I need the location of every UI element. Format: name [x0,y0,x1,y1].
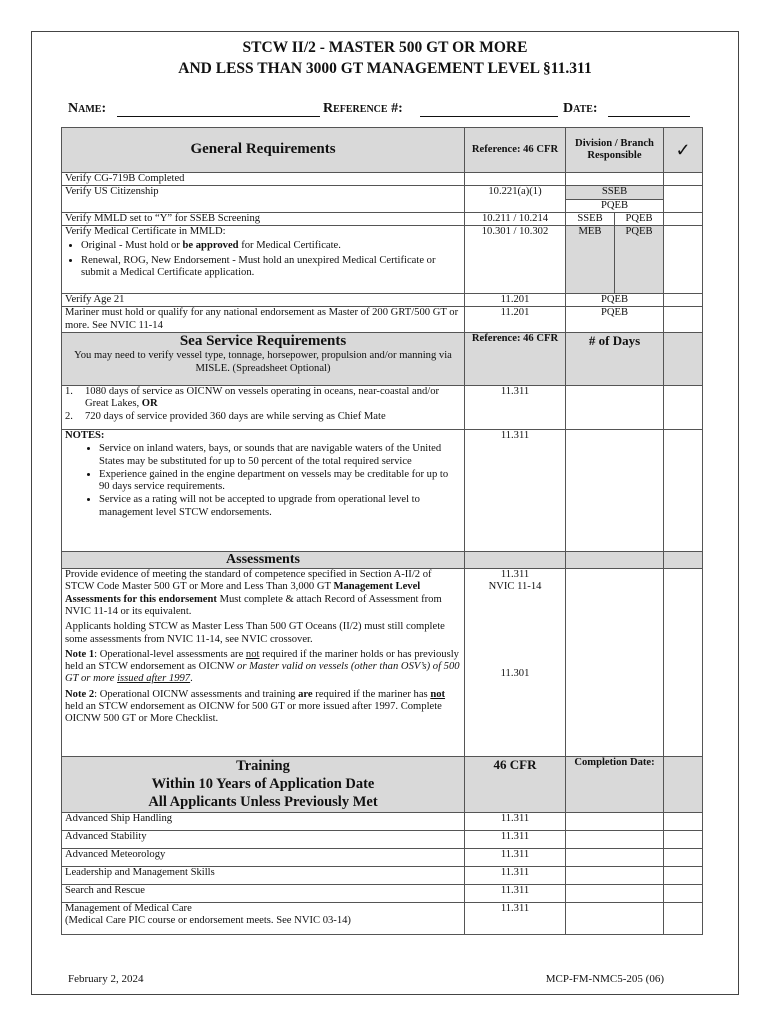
requirement-text: Verify Age 21 [62,294,465,307]
completion-date-cell[interactable] [566,867,664,885]
days-cell[interactable] [566,429,664,551]
division-value: PQEB [615,212,664,225]
check-cell[interactable] [664,212,703,225]
assessment-paragraph: Applicants holding STCW as Master Less Than 500 GT Oceans (II/2) must still complete some assessments from NVIC 11-14, see NVIC crossover. [65,621,445,645]
check-cell[interactable] [664,867,703,885]
table-row [62,212,703,225]
division-value: SSEB [566,212,615,225]
days-header: # of Days [566,332,664,385]
medical-bullets [65,240,461,279]
training-heading-line2: Within 10 Years of Application Date [151,776,375,793]
reference-header: Reference: 46 CFR [465,128,566,173]
table-row [62,813,703,831]
reference-value: 10.211 / 10.214 [465,212,566,225]
list-item: • Service on inland waters, bays, or sounds that are navigable waters of the United States may be substituted for up to 50 percent of the total required service [99,443,461,468]
completion-date-cell[interactable] [566,849,664,867]
division-value: MEB [566,226,615,294]
table-row [62,867,703,885]
check-mark-icon: ✓ [664,128,703,173]
sea-service-heading: Sea Service Requirements [179,332,347,349]
check-cell[interactable] [664,385,703,429]
training-course: Advanced Stability [62,831,465,849]
training-course: Advanced Ship Handling [62,813,465,831]
form-title-line1: STCW II/2 - MASTER 500 GT OR MORE [242,39,528,56]
sea-service-subheading: You may need to verify vessel type, tonnage, horsepower, propulsion and/or manning via MISLE. (Spreadsheet Optional) [74,350,452,374]
reference-value: 10.221(a)(1) [465,186,566,213]
reference-value: NVIC 11-14 [488,581,542,593]
table-row [62,569,703,757]
reference-value: 11.311 [465,385,566,429]
table-row [62,885,703,903]
reference-header: Reference: 46 CFR [465,332,566,385]
completion-date-cell[interactable] [566,831,664,849]
reference-value: 11.311 [465,813,566,831]
days-cell[interactable] [566,385,664,429]
assessments-text [62,569,465,757]
reference-value: 11.311 [465,429,566,551]
table-row [62,186,703,199]
completion-date-header: Completion Date: [566,757,664,813]
sea-service-heading-cell [62,332,465,385]
notes-label: NOTES: [65,429,105,441]
check-cell[interactable] [664,849,703,867]
check-cell[interactable] [664,569,703,757]
table-row [62,429,703,551]
list-item: • Original - Must hold or be approved for Medical Certificate. [81,240,461,252]
reference-value: 11.301 [500,667,530,679]
name-field[interactable] [117,116,320,117]
division-header: Division / Branch Responsible [566,128,664,173]
form-title-line2: AND LESS THAN 3000 GT MANAGEMENT LEVEL §11.311 [178,60,592,77]
division-value: PQEB [566,307,664,333]
date-label: Date: [563,101,598,116]
reference-field[interactable] [420,116,558,117]
notes-list [65,443,461,519]
requirement-text [62,226,465,294]
division-value: PQEB [615,226,664,294]
assessment-paragraph: Provide evidence of meeting the standard of competence specified in Section A-II/2 of STCW Code Master 500 GT or More and Less Than 3,000 GT Management Level Assessments for this endorsement Must complete & attach Record of Assessment from NVIC 11-14 or its equivalent. [65,569,442,618]
requirement-text: Verify MMLD set to “Y” for SSEB Screening [62,212,465,225]
assessment-note-1: Note 1: Operational-level assessments are not required if the mariner holds or has previously held an STCW endorsement as OICNW or Master valid on vessels (other than OSV’s) of 500 GT or more issued after 1997. [65,648,460,685]
training-course: Search and Rescue [62,885,465,903]
check-cell[interactable] [664,903,703,935]
date-field[interactable] [608,116,690,117]
general-requirements-heading: General Requirements [62,128,465,173]
requirement-text: Verify US Citizenship [62,186,465,213]
check-cell[interactable] [664,294,703,307]
training-heading-cell [62,757,465,813]
table-row [62,903,703,935]
reference-value: 11.311 [465,867,566,885]
completion-date-cell[interactable] [566,903,664,935]
assessments-heading: Assessments [62,551,465,568]
check-cell[interactable] [664,831,703,849]
check-cell[interactable] [664,226,703,294]
table-row [62,173,703,186]
reference-value: 10.301 / 10.302 [465,226,566,294]
check-cell[interactable] [664,813,703,831]
assessment-references [465,569,566,757]
sea-service-notes [62,429,465,551]
table-row [62,849,703,867]
reference-value: 11.311 [465,831,566,849]
cfr-header: 46 CFR [465,757,566,813]
check-cell[interactable] [664,173,703,186]
reference-value: 11.201 [465,294,566,307]
training-course: Advanced Meteorology [62,849,465,867]
division-value: SSEB [566,186,664,199]
training-heading-line3: All Applicants Unless Previously Met [148,794,378,811]
check-cell[interactable] [664,307,703,333]
training-course: Leadership and Management Skills [62,867,465,885]
completion-date-cell[interactable] [566,813,664,831]
assessment-note-2: Note 2: Operational OICNW assessments and training are required if the mariner has not held an STCW endorsement as OICNW for 500 GT or more issued after 1997. Complete OICNW 500 GT or More Checklist. [65,688,446,725]
medical-certificate-label: Verify Medical Certificate in MMLD: [65,226,226,238]
requirement-text: Verify CG-719B Completed [62,173,465,186]
checklist-table [61,127,703,935]
check-cell[interactable] [664,885,703,903]
name-label: Name: [68,101,107,116]
list-item: • Experience gained in the engine department on vessels may be creditable for up to 90 days service requirements. [99,469,461,494]
list-item: 1. 1080 days of service as OICNW on vessels operating in oceans, near-coastal and/or Great Lakes, OR [65,385,440,410]
check-cell[interactable] [664,186,703,213]
training-heading: Training [236,758,290,775]
reference-value: 11.311 [465,849,566,867]
list-item: • Renewal, ROG, New Endorsement - Must hold an unexpired Medical Certificate or submit a Medical Certificate application. [81,255,461,280]
table-row [62,385,703,429]
reference-value: 11.201 [465,307,566,333]
table-row [62,831,703,849]
training-course: Management of Medical Care (Medical Care PIC course or endorsement meets. See NVIC 03-14) [62,903,465,935]
division-value: PQEB [566,199,664,212]
check-cell[interactable] [664,429,703,551]
completion-date-cell[interactable] [566,885,664,903]
footer-date: February 2, 2024 [68,973,144,985]
reference-value: 11.311 [465,885,566,903]
assessment-date-cell[interactable] [566,569,664,757]
division-value: PQEB [566,294,664,307]
footer-form-number: MCP-FM-NMC5-205 (06) [545,973,664,985]
table-row [62,226,703,294]
list-item: • Service as a rating will not be accepted to upgrade from operational level to management level STCW endorsements. [99,494,461,519]
reference-value: 11.311 [465,903,566,935]
sea-service-items [62,385,465,429]
reference-label: Reference #: [323,101,403,116]
table-row [62,307,703,333]
table-row [62,294,703,307]
reference-value: 11.311 [500,569,530,581]
list-item: 2. 720 days of service provided 360 days are while serving as Chief Mate [65,410,386,422]
requirement-text: Mariner must hold or qualify for any national endorsement as Master of 200 GRT/500 GT or more. See NVIC 11-14 [62,307,465,333]
